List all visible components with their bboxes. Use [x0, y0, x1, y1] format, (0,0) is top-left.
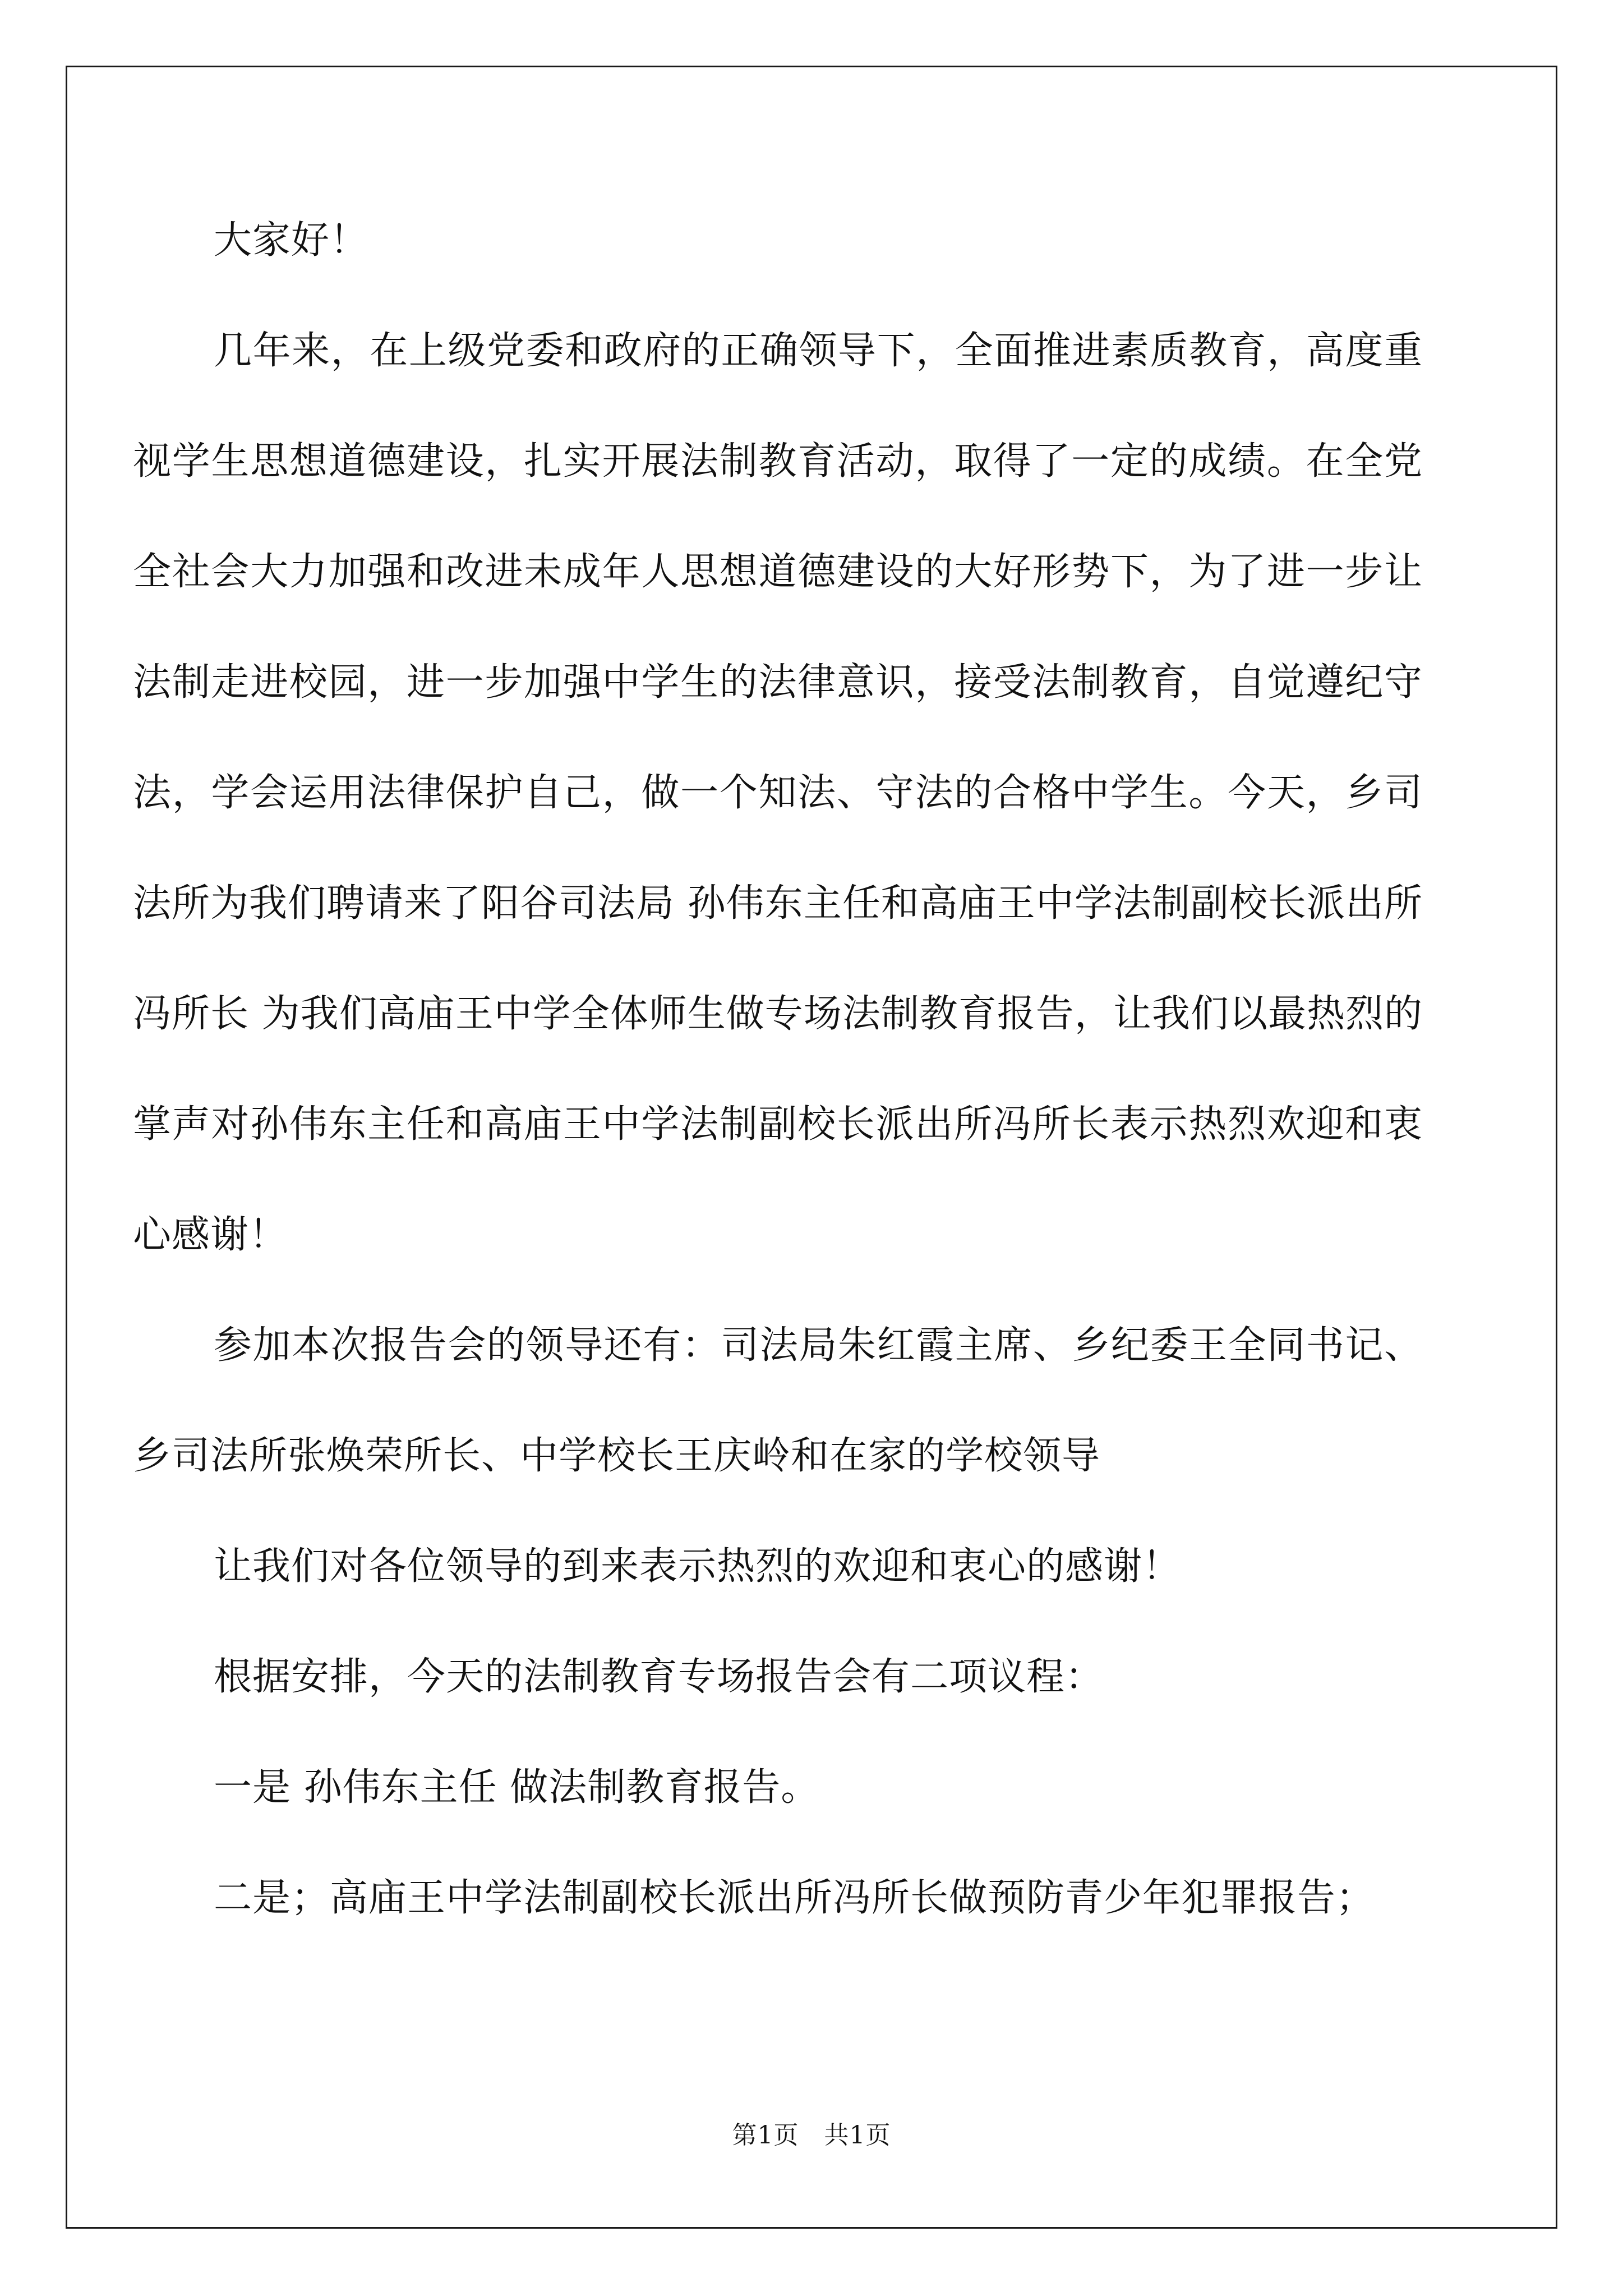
paragraph-attendees: 参加本次报告会的领导还有：司法局朱红霞主席、乡纪委王全同书记、乡司法所张焕荣所长、中学校长王庆岭和在家的学校领导 [133, 1323, 1423, 1478]
paragraph-agenda-item-2: 二是；高庙王中学法制副校长派出所冯所长做预防青少年犯罪报告； [214, 1876, 1375, 1920]
paragraph-agenda-item-1: 一是 孙伟东主任 做法制教育报告。 [214, 1765, 820, 1810]
paragraph-greeting: 大家好！ [214, 218, 369, 263]
paragraph-thanks: 让我们对各位领导的到来表示热烈的欢迎和衷心的感谢！ [214, 1544, 1182, 1589]
paragraph-main: 几年来，在上级党委和政府的正确领导下，全面推进素质教育，高度重视学生思想道德建设，扎实开展法制教育活动，取得了一定的成绩。在全党全社会大力加强和改进未成年人思想道德建设的大好形势下，为了进一步让法制走进校园，进一步加强中学生的法律意识，接受法制教育，自觉遵纪守法，学会运用法律保护自己，做一个知法、守法的合格中学生。今天，乡司法所为我们聘请来了阳谷司法局 孙伟东主任和高庙王中学法制副校长派出所冯所长 为我们高庙王中学全体师生做专场法制教育报告，让我们以最热烈的掌声对孙伟东主任和高庙王中学法制副校长派出所冯所长表示热烈欢迎和衷心感谢！ [133, 329, 1423, 1257]
page-number-footer: 第1页 共1页 [732, 2121, 891, 2150]
paragraph-agenda-intro: 根据安排，今天的法制教育专场报告会有二项议程： [214, 1655, 1104, 1699]
document-body [133, 185, 1423, 1953]
